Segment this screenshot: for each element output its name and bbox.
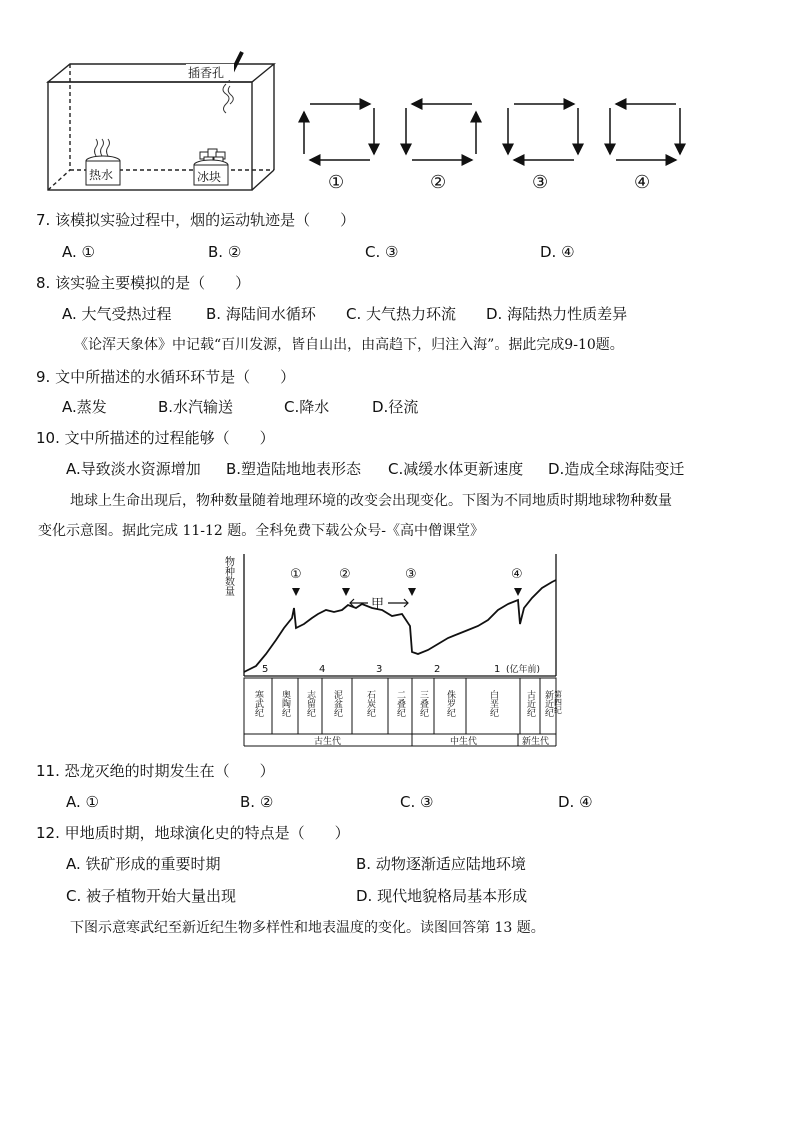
- period-devonian: 泥盆纪: [332, 690, 342, 717]
- cycle-diagram-3: [508, 104, 578, 160]
- q9-option-b[interactable]: B.水汽输送: [158, 398, 234, 416]
- ice-label: 冰块: [197, 170, 222, 184]
- marker-2: ②: [339, 567, 351, 582]
- era-cenozoic: 新生代: [522, 737, 550, 747]
- period-triassic: 三叠纪: [418, 690, 428, 717]
- period-paleogene: 古近纪: [525, 690, 535, 717]
- q10-option-d[interactable]: D.造成全球海陆变迁: [548, 460, 685, 478]
- marker-4: ④: [511, 567, 523, 582]
- q8-option-c[interactable]: C. 大气热力环流: [346, 305, 457, 323]
- period-jurassic: 侏罗纪: [445, 690, 455, 717]
- q7-option-d[interactable]: D. ④: [540, 243, 575, 261]
- hot-water-label: 热水: [89, 168, 114, 182]
- cycle-diagram-4: [610, 104, 680, 160]
- incense-hole-label: 插香孔: [188, 66, 225, 80]
- question-10-stem: 10. 文中所描述的过程能够（ ）: [36, 429, 275, 447]
- cycle-label-3: ③: [532, 172, 549, 193]
- q11-option-c[interactable]: C. ③: [400, 793, 434, 811]
- period-ordovician: 奥陶纪: [280, 690, 290, 717]
- cycle-label-2: ②: [430, 172, 447, 193]
- q9-option-c[interactable]: C.降水: [284, 398, 330, 416]
- question-11-stem: 11. 恐龙灭绝的时期发生在（ ）: [36, 762, 275, 780]
- unit-label: (亿年前): [506, 665, 541, 675]
- q7-option-a[interactable]: A. ①: [62, 243, 95, 261]
- question-9-stem: 9. 文中所描述的水循环环节是（ ）: [36, 368, 296, 386]
- cycle-diagram-1: [304, 104, 374, 160]
- jia-label: 甲: [371, 597, 385, 612]
- tick-5: 5: [262, 664, 269, 675]
- period-cambrian: 寒武纪: [253, 690, 263, 717]
- q12-option-b[interactable]: B. 动物逐渐适应陆地环境: [356, 855, 526, 873]
- q12-option-a[interactable]: A. 铁矿形成的重要时期: [66, 855, 221, 873]
- period-quaternary: 第四纪: [553, 690, 563, 714]
- q8-option-b[interactable]: B. 海陆间水循环: [206, 305, 316, 323]
- marker-1: ①: [290, 567, 302, 582]
- q9-option-d[interactable]: D.径流: [372, 398, 419, 416]
- intro-11-12-line1: 地球上生命出现后，物种数量随着地理环境的改变会出现变化。下图为不同地质时期地球物种数量: [70, 493, 672, 509]
- circulation-options-figure: [290, 96, 700, 196]
- intro-9-10: 《论浑天象体》中记载“百川发源，皆自山出，由高趋下，归注入海”。据此完成9-10题。: [74, 337, 624, 353]
- intro-11-12-line2: 变化示意图。据此完成 11-12 题。全科免费下载公众号-《高中僧课堂》: [38, 523, 484, 539]
- q11-option-b[interactable]: B. ②: [240, 793, 274, 811]
- tick-2: 2: [434, 664, 441, 675]
- q7-option-c[interactable]: C. ③: [365, 243, 399, 261]
- intro-13: 下图示意寒武纪至新近纪生物多样性和地表温度的变化。读图回答第 13 题。: [70, 920, 545, 936]
- cycle-diagram-2: [406, 104, 476, 160]
- question-7-stem: 7. 该模拟实验过程中，烟的运动轨迹是（ ）: [36, 211, 356, 229]
- species-chart: [222, 548, 568, 752]
- q12-option-d[interactable]: D. 现代地貌格局基本形成: [356, 887, 528, 905]
- q11-option-a[interactable]: A. ①: [66, 793, 99, 811]
- era-mesozoic: 中生代: [450, 737, 478, 747]
- species-curve: [244, 580, 556, 672]
- q10-option-b[interactable]: B.塑造陆地地表形态: [226, 460, 362, 478]
- question-8-stem: 8. 该实验主要模拟的是（ ）: [36, 274, 251, 292]
- q11-option-d[interactable]: D. ④: [558, 793, 593, 811]
- q8-option-d[interactable]: D. 海陆热力性质差异: [486, 305, 628, 323]
- cycle-label-1: ①: [328, 172, 345, 193]
- q9-option-a[interactable]: A.蒸发: [62, 398, 107, 416]
- q10-option-a[interactable]: A.导致淡水资源增加: [66, 460, 201, 478]
- period-carboniferous: 石炭纪: [365, 690, 375, 717]
- period-silurian: 志留纪: [305, 690, 315, 717]
- period-neogene: 新近纪: [543, 690, 553, 717]
- period-cretaceous: 白垩纪: [488, 690, 498, 717]
- q7-option-b[interactable]: B. ②: [208, 243, 242, 261]
- cycle-label-4: ④: [634, 172, 651, 193]
- period-permian: 二叠纪: [395, 690, 405, 717]
- era-paleozoic: 古生代: [314, 737, 342, 747]
- tick-1: 1: [494, 664, 501, 675]
- tick-4: 4: [319, 664, 326, 675]
- q8-option-a[interactable]: A. 大气受热过程: [62, 305, 172, 323]
- marker-3: ③: [405, 567, 417, 582]
- chart-ylabel: 物种数量: [222, 556, 234, 596]
- question-12-stem: 12. 甲地质时期，地球演化史的特点是（ ）: [36, 824, 350, 842]
- q12-option-c[interactable]: C. 被子植物开始大量出现: [66, 887, 237, 905]
- tick-3: 3: [376, 664, 383, 675]
- experiment-box-figure: [40, 46, 280, 194]
- q10-option-c[interactable]: C.减缓水体更新速度: [388, 460, 524, 478]
